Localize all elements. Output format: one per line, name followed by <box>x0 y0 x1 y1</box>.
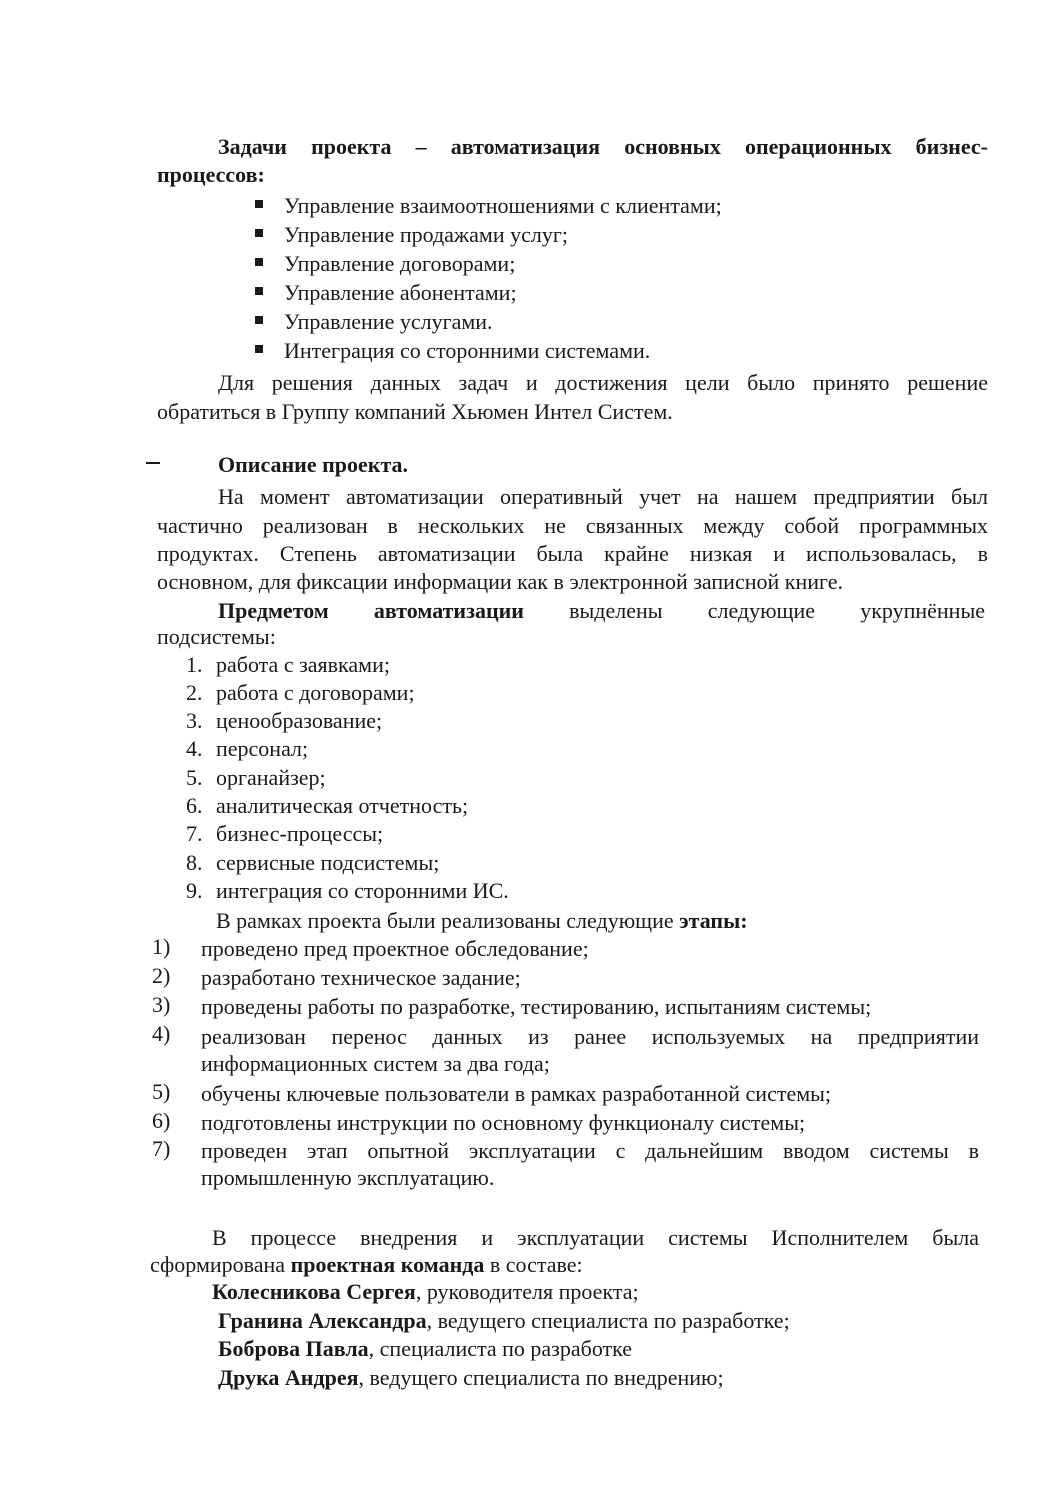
stage-item: проведены работы по разработке, тестированию, испытаниям системы; <box>201 994 872 1019</box>
description-line: частично реализован в нескольких не связанных между собой программных <box>157 513 988 538</box>
solution-line2: обратиться в Группу компаний Хьюмен Интел Систем. <box>157 399 673 424</box>
tasks-title-line2: процессов: <box>157 162 265 187</box>
stage-item: разработано техническое задание; <box>201 965 521 990</box>
stage-number: 1) <box>152 934 171 959</box>
task-item: Управление взаимоотношениями с клиентами; <box>284 193 722 218</box>
description-heading: Описание проекта. <box>218 452 409 477</box>
stage-item: обучены ключевые пользователи в рамках разработанной системы; <box>201 1081 832 1106</box>
subsystem-number: 4. <box>186 736 203 761</box>
dash-mark <box>146 462 160 464</box>
team-intro-line2: сформирована проектная команда в составе: <box>150 1252 583 1277</box>
subsystem-item: интеграция со сторонними ИС. <box>216 878 509 903</box>
team-member: Колесникова Сергея, руководителя проекта; <box>212 1279 639 1304</box>
subsystem-item: аналитическая отчетность; <box>216 793 469 818</box>
stage-number: 7) <box>152 1136 171 1161</box>
team-member: Гранина Александра, ведущего специалиста по разработке; <box>218 1308 790 1333</box>
subsystem-number: 7. <box>186 821 203 846</box>
subsystem-item: органайзер; <box>216 765 326 790</box>
subsystem-number: 5. <box>186 765 203 790</box>
bullet-icon <box>255 345 263 353</box>
task-item: Управление договорами; <box>284 251 516 276</box>
tasks-title-line1: Задачи проекта – автоматизация основных операционных бизнес- <box>218 134 988 159</box>
team-member: Друка Андрея, ведущего специалиста по внедрению; <box>218 1365 724 1390</box>
subsystem-item: бизнес-процессы; <box>216 821 384 846</box>
stages-intro: В рамках проекта были реализованы следующие этапы: <box>216 908 748 933</box>
stage-item: реализован перенос данных из ранее используемых на предприятии <box>201 1024 979 1049</box>
subsystem-item: работа с заявками; <box>216 652 390 677</box>
description-line: На момент автоматизации оперативный учет на нашем предприятии был <box>218 484 988 509</box>
task-item: Управление абонентами; <box>284 280 517 305</box>
subsystem-number: 2. <box>186 680 203 705</box>
stage-number: 4) <box>152 1021 171 1046</box>
stage-item-continued: промышленную эксплуатацию. <box>201 1165 495 1190</box>
subsystem-number: 8. <box>186 850 203 875</box>
team-intro-line1: В процессе внедрения и эксплуатации системы Исполнителем была <box>212 1225 979 1250</box>
stage-number: 2) <box>152 963 171 988</box>
bullet-icon <box>255 258 263 266</box>
stage-number: 3) <box>152 992 171 1017</box>
team-member: Боброва Павла, специалиста по разработке <box>218 1336 633 1361</box>
bullet-icon <box>255 200 263 208</box>
bullet-icon <box>255 287 263 295</box>
description-line: основном, для фиксации информации как в электронной записной книге. <box>157 569 843 594</box>
subject-line2: подсистемы: <box>157 624 276 649</box>
bullet-icon <box>255 316 263 324</box>
stage-number: 6) <box>152 1108 171 1133</box>
solution-line1: Для решения данных задач и достижения цели было принято решение <box>218 370 988 395</box>
subsystem-number: 3. <box>186 708 203 733</box>
task-item: Управление продажами услуг; <box>284 222 568 247</box>
subsystem-number: 1. <box>186 652 203 677</box>
subsystem-item: персонал; <box>216 736 309 761</box>
task-item: Интеграция со сторонними системами. <box>284 338 651 363</box>
bullet-icon <box>255 229 263 237</box>
subsystem-item: работа с договорами; <box>216 680 415 705</box>
stage-item-continued: информационных систем за два года; <box>201 1051 550 1076</box>
stage-item: проведено пред проектное обследование; <box>201 936 589 961</box>
task-item: Управление услугами. <box>284 309 493 334</box>
stage-number: 5) <box>152 1079 171 1104</box>
description-line: продуктах. Степень автоматизации была крайне низкая и использовалась, в <box>157 541 988 566</box>
stage-item: проведен этап опытной эксплуатации с дальнейшим вводом системы в <box>201 1138 979 1163</box>
subsystem-number: 6. <box>186 793 203 818</box>
subsystem-number: 9. <box>186 878 203 903</box>
subsystem-item: ценообразование; <box>216 708 383 733</box>
subsystem-item: сервисные подсистемы; <box>216 850 440 875</box>
stage-item: подготовлены инструкции по основному функционалу системы; <box>201 1110 806 1135</box>
subject-line1: Предметом автоматизации выделены следующие укрупнённые <box>218 598 985 623</box>
